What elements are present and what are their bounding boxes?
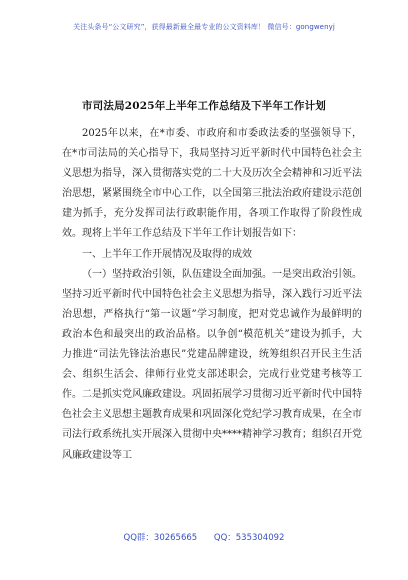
intro-paragraph: 2025年以来，在*市委、市政府和市委政法委的坚强领导下，在*市司法局的关心指导下，我局坚持习近平新时代中国特色社会主义思想为指导，深入贯彻落实党的二十大及历次全会精神和习近平法治思想，紧紧围绕全市中心工作，以全国第三批法治政府建设示范创建为抓手，充分发挥司法行政职能作用，各项工作取得了阶段性成效。现将上半年工作总结及下半年工作计划报告如下：: [62, 128, 362, 240]
section-heading: 一、上半年工作开展情况及取得的成效: [82, 248, 252, 260]
document-title: 市司法局2025年上半年工作总结及下半年工作计划: [81, 100, 327, 112]
top-banner: 关注头条号“公文研究”，获得最新最全最专业的公文资料库！ 微信号：gongwenyj: [73, 23, 335, 31]
footer-contact: [0, 531, 408, 543]
qq-group-number: QQ群：30265665: [123, 533, 198, 543]
body-paragraph: （一）坚持政治引领，队伍建设全面加强。一是突出政治引领。坚持习近平新时代中国特色社会主义思想为指导，深入践行习近平法治思想，严格执行“第一议题”学习制度，把对党忠诚作为最鲜明的政治本色和最突出的政治品格。以争创“模范机关”建设为抓手，大力推进“司法先锋法治惠民”党建品牌建设，统筹组织召开民主生活会、组织生活会、律师行业党支部述职会，完成行业党建考核等工作。二是抓实党风廉政建设。巩固拓展学习贯彻习近平新时代中国特色社会主义思想主题教育成果和巩固深化党纪学习教育成果，在全市司法行政系统扎实开展深入贯彻中央****精神学习教育；组织召开党风廉政建设等工: [62, 268, 362, 461]
qq-number: QQ：535304092: [213, 533, 285, 543]
document-body: [62, 124, 362, 466]
